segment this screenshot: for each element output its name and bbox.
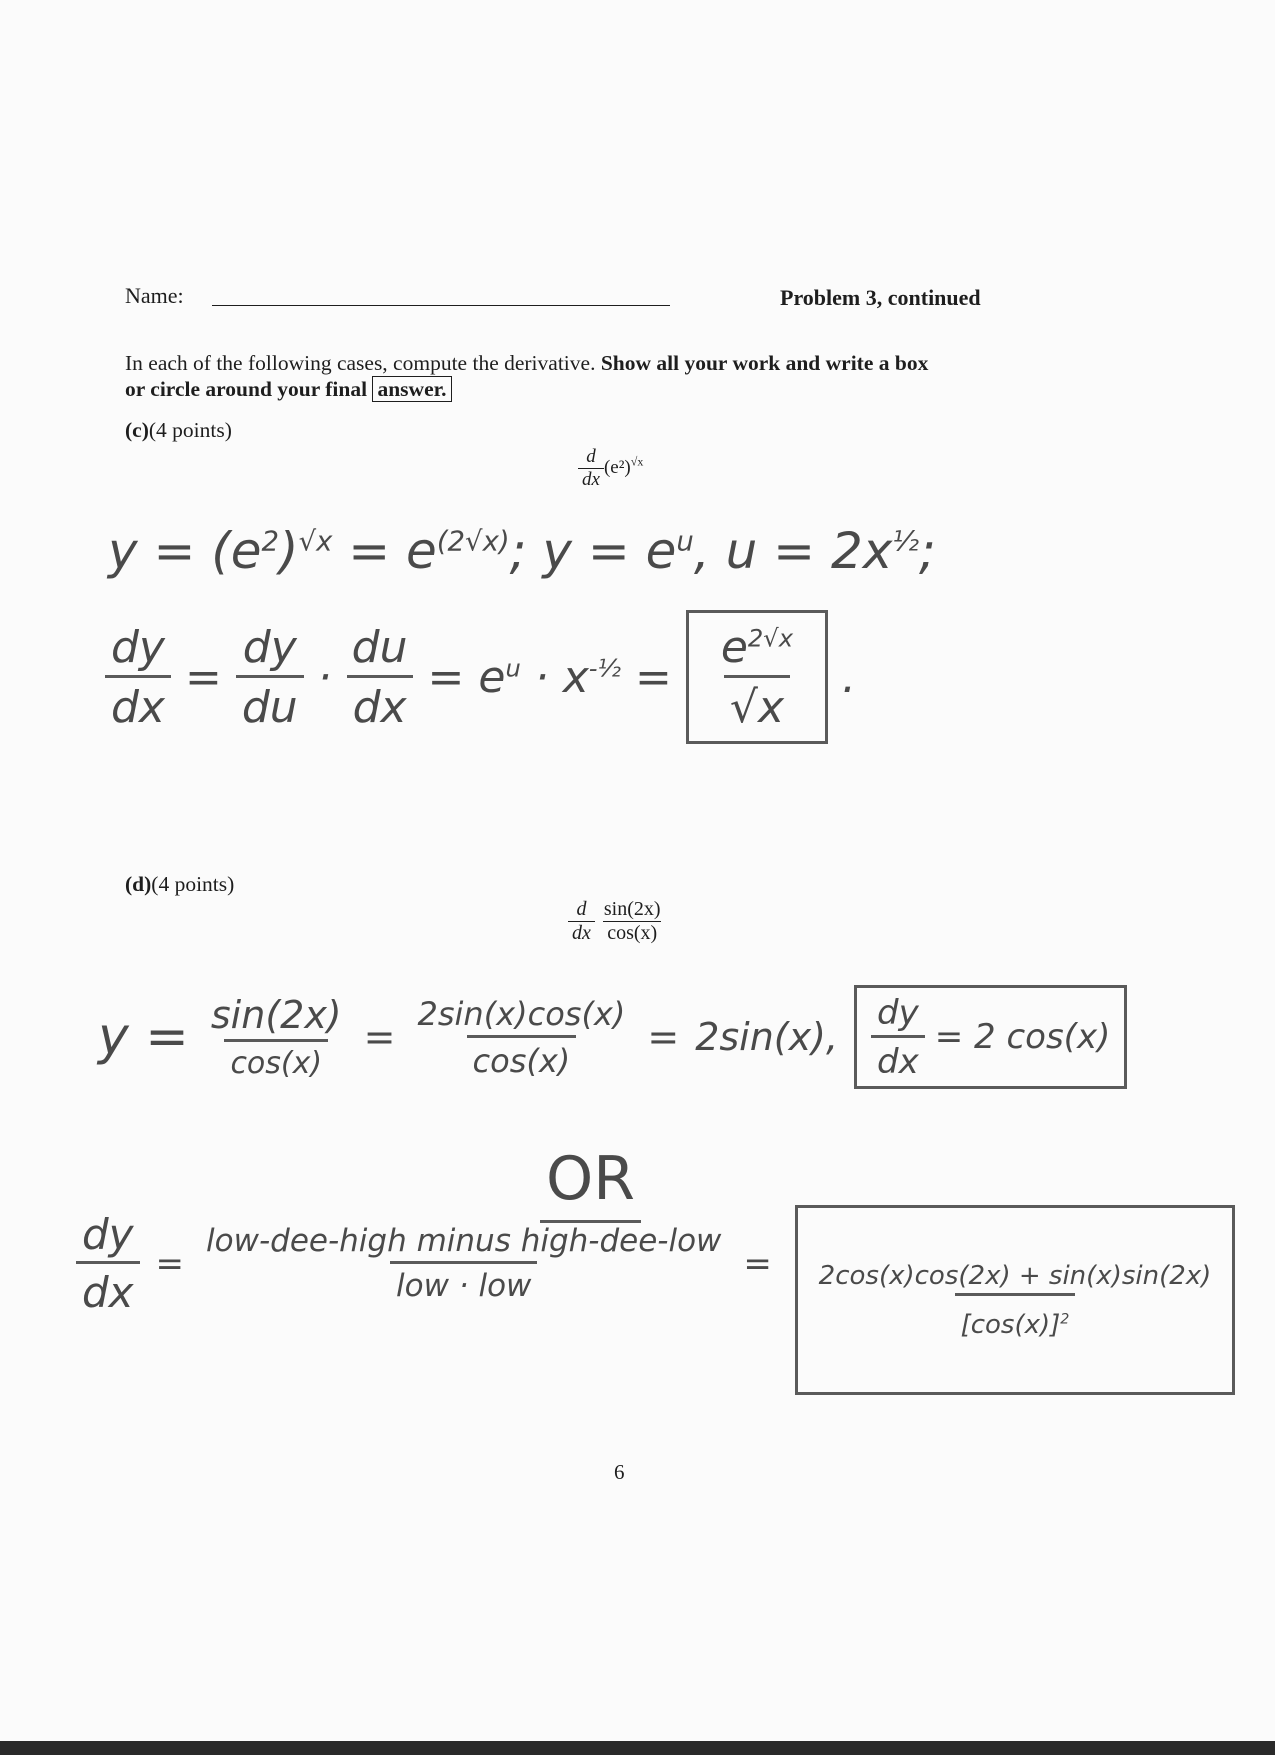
problem-d-d: d xyxy=(576,898,587,920)
c2-dx2: dx xyxy=(347,675,413,733)
d2-ans-num: 2cos(x)cos(2x) + sin(x)sin(2x) xyxy=(818,1260,1212,1291)
d2-eq2: = xyxy=(743,1243,772,1284)
c2-eu-exp: u xyxy=(505,653,521,682)
name-label: Name: xyxy=(125,283,184,308)
problem-c-expr: (e²) xyxy=(603,456,631,478)
d1-f2-num: 2sin(x)cos(x) xyxy=(417,994,626,1033)
part-d-label xyxy=(125,872,234,897)
d1-ans-dx: dx xyxy=(871,1035,925,1082)
c2-eq: = xyxy=(184,651,222,703)
c1-b-exp: (2√x) xyxy=(436,525,510,558)
c2-du: du xyxy=(236,675,304,733)
c1-e: ; xyxy=(919,522,936,580)
c2-dy2: dy xyxy=(242,621,297,673)
problem-c-dx: dx xyxy=(578,468,604,491)
d1-ans-dy: dy xyxy=(877,992,919,1033)
c2-ans-num-exp: 2√x xyxy=(747,623,794,652)
part-c-label xyxy=(125,418,232,443)
scan-bottom-edge xyxy=(0,1741,1275,1755)
d1-eq2: = xyxy=(647,1015,680,1059)
c2-ans-num: e xyxy=(720,621,748,673)
instructions xyxy=(125,350,1135,402)
part-c-work-line-1 xyxy=(108,522,936,580)
c2-x-exp: -½ xyxy=(588,653,621,682)
c1-d-exp: ½ xyxy=(892,525,920,558)
d1-ans-rest: = 2 cos(x) xyxy=(934,1017,1111,1057)
c1-b: = e xyxy=(332,522,437,580)
instructions-bold-2: or circle around your final xyxy=(125,377,368,401)
part-d-final-answer-box-1 xyxy=(854,985,1127,1089)
c2-eq3: = xyxy=(634,651,672,703)
c2-dot: · xyxy=(317,651,332,703)
instructions-bold-1: Show all your work and write a box xyxy=(600,351,929,375)
problem-d-num: sin(2x) xyxy=(603,898,661,920)
c2-dy: dy xyxy=(111,621,165,673)
part-c-final-answer-box xyxy=(686,610,828,744)
part-c-points: (4 points) xyxy=(148,418,232,442)
d2-ans-den: [cos(x)] xyxy=(960,1309,1061,1340)
answer-box-word: answer. xyxy=(372,376,451,402)
problem-d-den: cos(x) xyxy=(603,921,661,945)
c1-a-sup: 2 xyxy=(261,525,280,558)
part-d-problem xyxy=(568,898,665,945)
c2-dot2: · x xyxy=(520,651,589,703)
problem-c-d: d xyxy=(586,446,596,467)
d1-f2-den: cos(x) xyxy=(467,1035,577,1080)
page-number: 6 xyxy=(614,1460,625,1484)
c2-dx: dx xyxy=(105,675,171,733)
or-divider: OR xyxy=(540,1144,641,1223)
c2-du2: du xyxy=(351,621,408,673)
d2-num: low-dee-high minus high-dee-low xyxy=(206,1223,722,1259)
part-c-work-line-2 xyxy=(105,610,856,744)
problem-d-dx: dx xyxy=(568,921,595,945)
name-blank-line[interactable] xyxy=(212,305,670,306)
d1-mid: 2sin(x), xyxy=(695,1015,839,1059)
part-d-letter: (d) xyxy=(125,872,152,896)
part-c-problem xyxy=(578,446,643,491)
c1-a-exp: √x xyxy=(298,525,333,558)
part-d-final-answer-box-2 xyxy=(795,1205,1235,1395)
part-d-work-line-2 xyxy=(76,1210,772,1317)
d1-f1-den: cos(x) xyxy=(224,1039,328,1081)
c1-d: , u = 2x xyxy=(693,522,893,580)
c1-a: y = (e xyxy=(108,522,262,580)
part-d-points: (4 points) xyxy=(151,872,235,896)
d2-dy: dy xyxy=(82,1210,134,1259)
part-d-work-line-1 xyxy=(98,985,1127,1089)
c2-ans-den: √x xyxy=(724,675,790,733)
d2-ans-den-exp: 2 xyxy=(1060,1310,1070,1327)
c2-period: . xyxy=(842,651,857,703)
d1-y: y = xyxy=(98,1007,189,1067)
d1-eq1: = xyxy=(363,1015,396,1059)
c2-eu: e xyxy=(478,651,506,703)
part-c-letter: (c) xyxy=(125,418,149,442)
instructions-text: In each of the following cases, compute the derivative. xyxy=(125,351,596,375)
d2-den: low · low xyxy=(390,1261,537,1304)
d2-dx: dx xyxy=(76,1261,140,1317)
c1-c: ; y = e xyxy=(509,522,677,580)
d1-f1-num: sin(2x) xyxy=(210,993,342,1037)
problem-c-exp: √x xyxy=(630,454,644,469)
problem-label: Problem 3, continued xyxy=(780,285,981,310)
c1-c-exp: u xyxy=(676,525,694,558)
d2-eq: = xyxy=(155,1243,185,1284)
c1-a-close: ) xyxy=(279,522,299,580)
c2-eq2: = xyxy=(427,651,465,703)
